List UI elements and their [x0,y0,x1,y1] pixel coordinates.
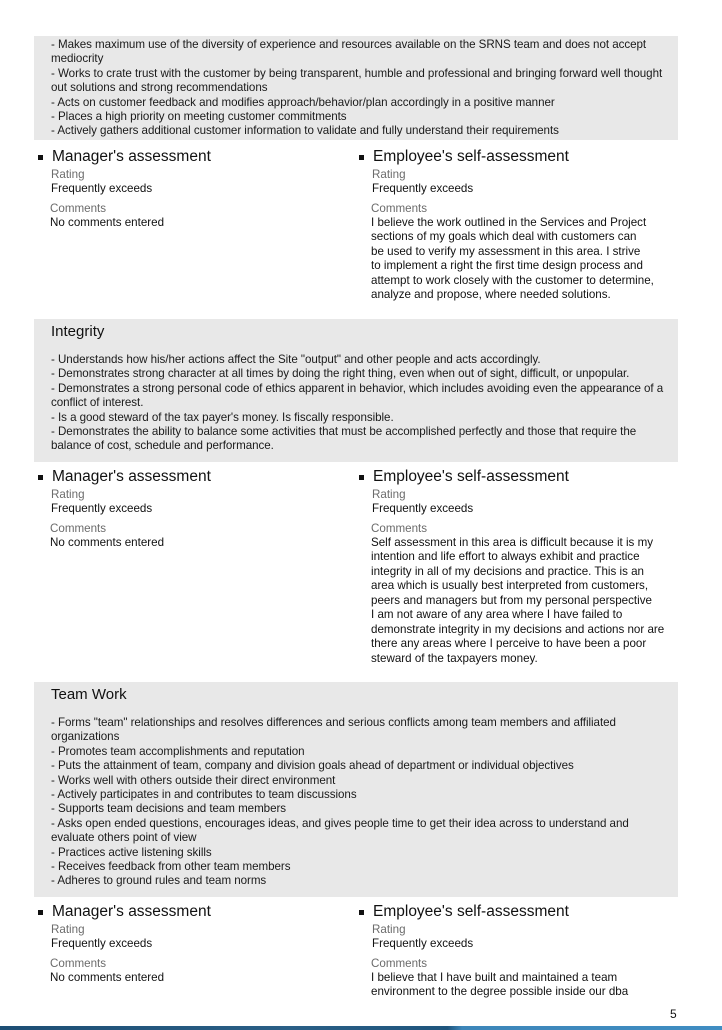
comment-line: I am not aware of any area where I have failed to [371,608,623,621]
section-title: Integrity [51,323,105,340]
comment-line: I believe that I have built and maintained a team [371,970,618,984]
comment-line: area which is usually best interpreted from customers, [371,579,649,592]
square-bullet-icon [38,475,43,480]
rating-label: Rating [51,168,85,181]
employee-self-assessment [358,148,678,303]
criteria-item: - Works well with others outside their direct environment [51,773,336,787]
comments-value [358,971,678,1000]
rating-value: Frequently exceeds [51,182,153,195]
criteria-item: - Puts the attainment of team, company and division goals ahead of department or individual objectives [51,759,574,773]
criteria-item: - Adheres to ground rules and team norms [51,874,267,888]
comments-value [358,536,678,667]
manager-assessment [37,903,357,985]
criteria-panel-team-work [34,682,678,897]
comment-line: sections of my goals which deal with customers can [371,230,637,243]
page-number: 5 [670,1007,677,1021]
comments-label: Comments [371,201,428,215]
comment-line: integrity in all of my decisions and practice. This is an [371,564,645,578]
criteria-item: - Demonstrates the ability to balance some activities that must be accomplished perfectly and those that require the balance of cost, schedule and performance. [51,425,637,453]
manager-assessment [37,468,357,550]
comment-line: be used to verify my assessment in this area. I strive [371,244,641,258]
comment-line: I believe the work outlined in the Services and Project [371,215,647,229]
rating-label: Rating [372,488,406,501]
heading-text: Employee's self-assessment [373,468,569,485]
criteria-item: - Receives feedback from other team members [51,860,291,874]
comments-value: No comments entered [50,970,165,984]
heading-text: Manager's assessment [52,903,211,920]
criteria-item: - Asks open ended questions, encourages ideas, and gives people time to get their idea across to understand and evaluate others point of view [51,816,629,845]
comments-label: Comments [371,521,428,535]
rating-value: Frequently exceeds [51,502,153,515]
heading-text: Employee's self-assessment [373,148,569,165]
criteria-item: - Supports team decisions and team members [51,802,287,816]
rating-label: Rating [51,923,85,936]
criteria-item: - Actively participates in and contributes to team discussions [51,788,357,802]
manager-assessment-heading [37,468,357,486]
comments-value: No comments entered [50,535,165,549]
comment-line: demonstrate integrity in my decisions and actions nor are [371,622,665,636]
heading-text: Manager's assessment [52,148,211,165]
section-title: Team Work [51,686,127,703]
rating-label: Rating [51,488,85,501]
employee-assessment-heading [358,903,678,921]
comment-line: intention and life effort to always exhibit and practice [371,550,640,563]
rating-label: Rating [372,923,406,936]
comment-line: steward of the taxpayers money. [371,651,538,665]
comment-line: peers and managers but from my personal perspective [371,593,652,607]
comments-label: Comments [371,956,428,970]
rating-value: Frequently exceeds [372,937,474,950]
criteria-item: - Demonstrates a strong personal code of ethics apparent in behavior, which includes avoiding even the appearance of a conflict of interest. [51,381,664,410]
criteria-item: - Makes maximum use of the diversity of experience and resources available on the SRNS team and does not accept mediocrity [51,38,647,66]
manager-assessment-heading [37,148,357,166]
criteria-item: - Understands how his/her actions affect the Site "output" and other people and acts accordingly. [51,353,541,366]
criteria-item: - Places a high priority on meeting customer commitments [51,110,347,124]
criteria-item: - Is a good steward of the tax payer's money. Is fiscally responsible. [51,410,394,424]
square-bullet-icon [359,155,364,160]
comments-value [358,216,678,303]
criteria-item: - Works to crate trust with the customer by being transparent, humble and professional and bringing forward well thought out solutions and strong recommendations [51,66,663,95]
comments-label: Comments [50,521,107,535]
heading-text: Manager's assessment [52,468,211,485]
employee-self-assessment [358,468,678,666]
square-bullet-icon [359,475,364,480]
manager-assessment-heading [37,903,357,921]
employee-assessment-heading [358,468,678,486]
comment-line: analyze and propose, where needed solutions. [371,288,611,301]
employee-assessment-heading [358,148,678,166]
comment-line: to implement a right the first time design process and [371,259,643,272]
comment-line: Self assessment in this area is difficult because it is my [371,535,654,549]
criteria-item: - Promotes team accomplishments and reputation [51,744,305,758]
rating-value: Frequently exceeds [51,937,153,950]
criteria-item: - Acts on customer feedback and modifies approach/behavior/plan accordingly in a positive manner [51,95,555,109]
criteria-list [51,353,670,454]
criteria-list [51,38,670,139]
comments-label: Comments [50,201,107,215]
criteria-item: - Demonstrates strong character at all times by doing the right thing, even when out of sight, difficult, or unpopular. [51,367,630,381]
criteria-list [51,716,670,889]
criteria-item: - Forms "team" relationships and resolves differences and serious conflicts among team members and affiliated organizations [51,716,616,744]
employee-self-assessment [358,903,678,1000]
heading-text: Employee's self-assessment [373,903,569,920]
criteria-item: - Actively gathers additional customer information to validate and fully understand their requirements [51,124,559,138]
square-bullet-icon [359,910,364,915]
comment-line: attempt to work closely with the customer to determine, [371,273,654,287]
square-bullet-icon [38,155,43,160]
criteria-item: - Practices active listening skills [51,845,212,859]
comments-value: No comments entered [50,215,165,229]
criteria-panel-integrity [34,319,678,462]
rating-value: Frequently exceeds [372,182,474,195]
comments-label: Comments [50,956,107,970]
rating-value: Frequently exceeds [372,502,474,515]
manager-assessment [37,148,357,230]
footer-bar [0,1026,722,1030]
comment-line: environment to the degree possible inside our dba [371,985,629,998]
rating-label: Rating [372,168,406,181]
criteria-panel-customer [34,36,678,140]
comment-line: there any areas where I perceive to have been a poor [371,637,647,650]
square-bullet-icon [38,910,43,915]
